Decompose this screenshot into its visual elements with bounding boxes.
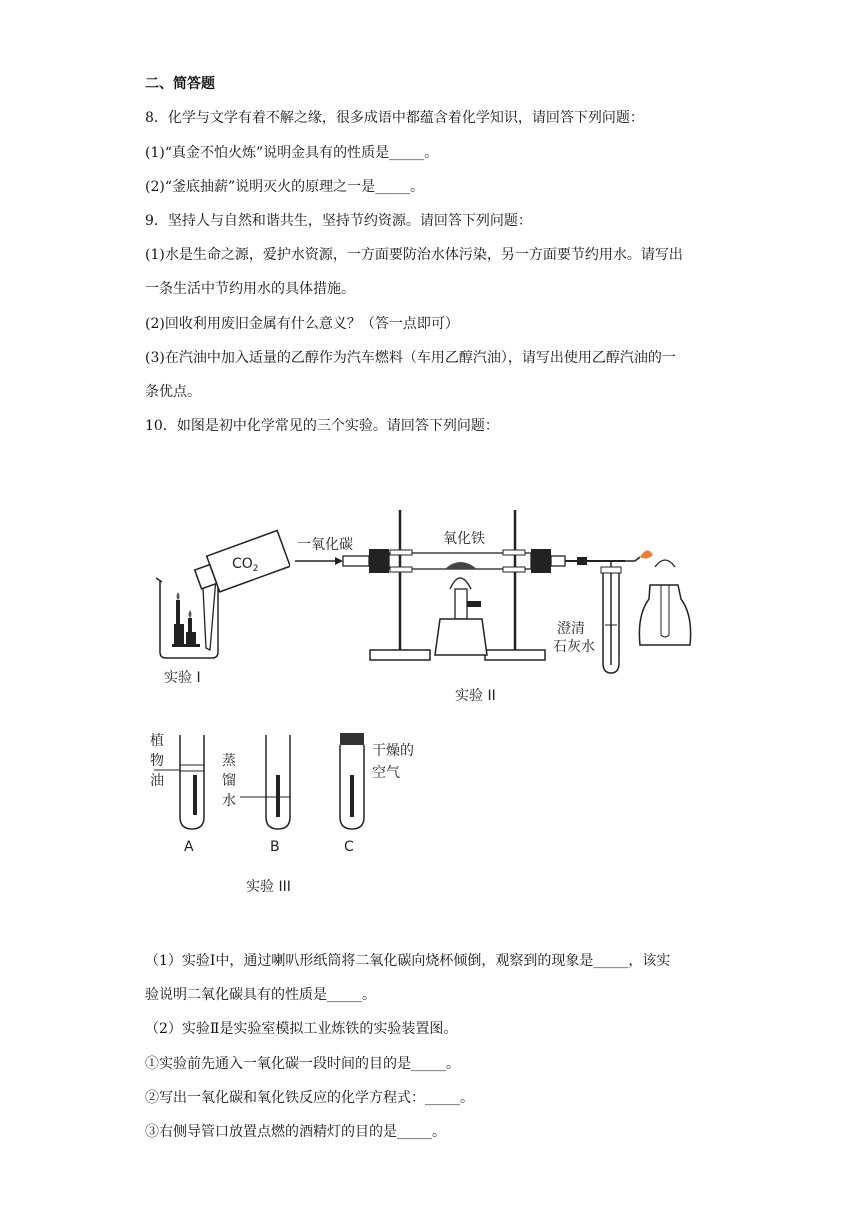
exp3-label: 实验 III [246,879,291,895]
q9-part1-line2: 一条生活中节约用水的具体措施。 [145,281,355,297]
dry-air-label-1: 干燥的 [372,743,414,759]
q9-part3-line1: (3)在汽油中加入适量的乙醇作为汽车燃料（车用乙醇汽油），请写出使用乙醇汽油的一 [145,350,676,366]
water-label-3: 水 [222,793,236,809]
q9-part2: (2)回收利用废旧金属有什么意义？（答一点即可） [145,316,459,332]
water-label-1: 蒸 [222,753,236,769]
q10-part1-line2: 验说明二氧化碳具有的性质是_____。 [145,987,376,1003]
q10-part1-line1: （1）实验Ⅰ中，通过喇叭形纸筒将二氧化碳向烧杯倾倒，观察到的现象是_____，该实 [145,953,671,969]
oil-label-1: 植 [150,733,164,749]
q9-stem: 9．坚持人与自然和谐共生，坚持节约资源。请回答下列问题： [145,213,532,229]
exp2-co-label: 一氧化碳 [297,537,353,553]
exp2-limewater-label-2: 石灰水 [553,639,595,655]
q8-part1: (1)“真金不怕火炼”说明金具有的性质是_____。 [145,145,439,161]
q8-stem: 8．化学与文学有着不解之缘，很多成语中都蕴含着化学知识，请回答下列问题： [145,110,644,126]
exp1-label: 实验 I [164,670,201,686]
oil-label-2: 物 [150,753,164,769]
exp2-label: 实验 II [455,688,496,704]
q9-part3-line2: 条优点。 [145,384,201,400]
q10-sub2: ②写出一氧化碳和氧化铁反应的化学方程式：_____。 [145,1090,474,1106]
exp1-gas-label: $CO_2$ [232,556,259,574]
exp2-fe2o3-label: 氧化铁 [443,531,485,547]
q9-part1-line1: (1)水是生命之源，爱护水资源，一方面要防治水体污染，另一方面要节约用水。请写出 [145,247,683,263]
tube-b-label: B [270,839,280,855]
dry-air-label-2: 空气 [372,765,400,781]
water-label-2: 馏 [222,773,236,789]
q10-stem: 10．如图是初中化学常见的三个实验。请回答下列问题： [145,418,499,434]
tube-c-label: C [344,839,354,855]
oil-label-3: 油 [150,773,164,789]
tube-a-label: A [184,839,194,855]
q8-part2: (2)“釜底抽薪”说明灭火的原理之一是_____。 [145,179,425,195]
q10-part2: （2）实验Ⅱ是实验室模拟工业炼铁的实验装置图。 [145,1021,458,1037]
exp2-limewater-label-1: 澄清 [557,621,585,637]
experiment-2-figure [295,505,695,705]
q10-sub1: ①实验前先通入一氧化碳一段时间的目的是_____。 [145,1056,460,1072]
experiment-1-figure [150,520,290,690]
section-title: 二、简答题 [145,76,215,92]
q10-sub3: ③右侧导管口放置点燃的酒精灯的目的是_____。 [145,1124,446,1140]
experiment-3-figure [140,725,440,900]
